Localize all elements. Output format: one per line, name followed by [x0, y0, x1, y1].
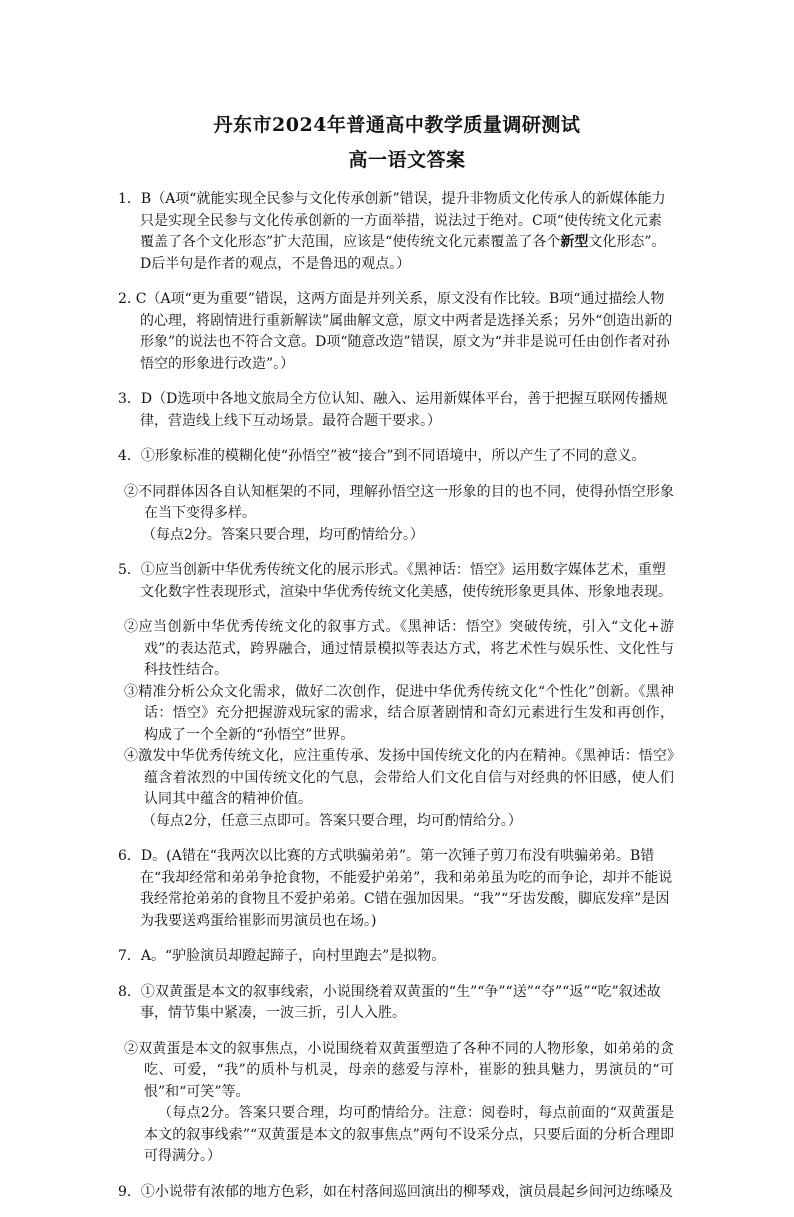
answer-item-5: 5．①应当创新中华优秀传统文化的展示形式。《黑神话：悟空》运用数字媒体艺术，重塑文化数字性表现形式，渲染中华优秀传统文化美感，使传统形象更具体、形象地表现。: [118, 562, 672, 600]
answer-item-6: 6．D。(A错在“我两次以比赛的方式哄骗弟弟”。第一次锤子剪刀布没有哄骗弟弟。B错在“我却经常和弟弟争抢食物，不能爱护弟弟”，我和弟弟虽为吃的而争论，却并不能说我经常抢弟弟的食物且不爱护弟弟。C错在强加因果。“我”“牙齿发酸，脚底发痒”是因为我要送鸡蛋给崔影而男演员也在场。): [118, 848, 673, 929]
document-subtitle: 高一语文答案: [348, 149, 466, 171]
answer-item-4-note: （每点2分。答案只要合理，均可酌情给分。）: [142, 526, 424, 543]
answer-item-9: 9．①小说带有浓郁的地方色彩，如在村落间巡回演出的柳琴戏，演员晨起乡间河边练嗓及: [118, 1183, 673, 1200]
answer-item-5-point-3: ③精准分析公众文化需求，做好二次创作，促进中华优秀传统文化“个性化”创新。《黑神话：悟空》充分把握游戏玩家的需求，结合原著剧情和奇幻元素进行生发和再创作，构成了一个全新的“孙悟空”世界。: [124, 683, 674, 743]
answer-item-1: [118, 189, 674, 275]
answer-item-3: 3．D（D选项中各地文旅局全方位认知、融入、运用新媒体平台，善于把握互联网传播规律，营造线上线下互动场景。最符合题干要求。）: [118, 391, 668, 429]
answer-item-4-point-2: ②不同群体因各自认知框架的不同，理解孙悟空这一形象的目的也不同，使得孙悟空形象在当下变得多样。: [124, 483, 674, 521]
answer-item-5-note: （每点2分，任意三点即可。答案只要合理，均可酌情给分。）: [142, 812, 522, 829]
answer-item-8-note: （每点2分。答案只要合理，均可酌情给分。注意：阅卷时，每点前面的“双黄蛋是本文的叙事线索”“双黄蛋是本文的叙事焦点”两句不设采分点，只要后面的分析合理即可得满分。）: [144, 1105, 674, 1164]
answer-1-bold-text: 新型: [560, 234, 589, 250]
answer-item-8-point-2: ②双黄蛋是本文的叙事焦点，小说围绕着双黄蛋塑造了各种不同的人物形象，如弟弟的贪吃、可爱，“我”的质朴与机灵，母亲的慈爱与淳朴，崔影的独具魅力，男演员的“可恨”和“可笑”等。: [124, 1040, 674, 1100]
answer-item-8: 8．①双黄蛋是本文的叙事线索，小说围绕着双黄蛋的“生”“争”“送”“夺”“返”“吃”叙述故事，情节集中紧凑，一波三折，引人入胜。: [118, 983, 661, 1021]
answer-1-tail: 文化形态”。D后半句是作者的观点，不是鲁迅的观点。）: [140, 234, 666, 272]
answer-1-text: 1．B（A项“就能实现全民参与文化传承创新”错误，提升非物质文化传承人的新媒体能力只是实现全民参与文化传承创新的一方面举措，说法过于绝对。C项“使传统文化元素覆盖了各个文化形态”扩大范围，应该是“使传统文化元素覆盖了各个: [118, 191, 666, 250]
answer-list: [118, 175, 674, 1217]
document-title: 丹东市2024年普通高中教学质量调研测试: [213, 114, 581, 136]
answer-item-5-point-2: ②应当创新中华优秀传统文化的叙事方式。《黑神话：悟空》突破传统，引入“文化+游戏”的表达范式，跨界融合，通过情景模拟等表达方式，将艺术性与娱乐性、文化性与科技性结合。: [124, 619, 674, 678]
answer-item-5-point-4: ④激发中华优秀传统文化，应注重传承、发扬中国传统文化的内在精神。《黑神话：悟空》蕴含着浓烈的中国传统文化的气息，会带给人们文化自信与对经典的怀旧感，使人们认同其中蕴含的精神价值。: [124, 748, 674, 807]
answer-item-7: 7．A。“驴脸演员却蹬起蹄子，向村里跑去”是拟物。: [118, 948, 446, 964]
answer-item-4: 4．①形象标准的模糊化使“孙悟空”被“接合”到不同语境中，所以产生了不同的意义。: [118, 448, 646, 464]
answer-item-2: 2. C（A项“更为重要”错误，这两方面是并列关系，原文没有作比较。B项“通过描绘人物的心理，将剧情进行重新解读”属曲解文意，原文中两者是选择关系；另外“创造出新的形象”的说法也不符合文意。D项“随意改造”错误，原文为“并非是说可任由创作者对孙悟空的形象进行改造”。）: [118, 291, 673, 372]
